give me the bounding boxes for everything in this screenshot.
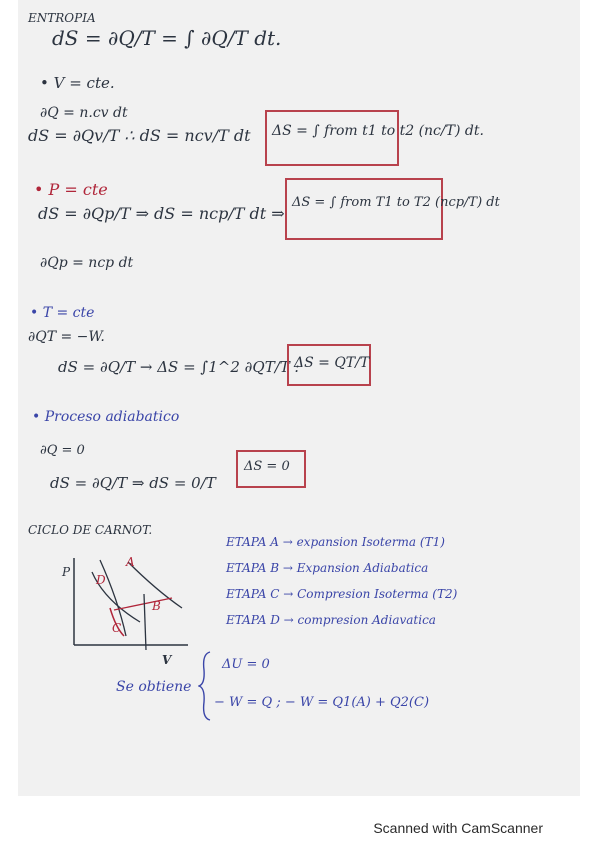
stage-a: ETAPA A → expansion Isoterma (T1): [226, 535, 445, 549]
entropy-constant-pressure: dS = ∂Qp/T ⇒ dS = ncp/T dt ⇒: [38, 204, 285, 223]
result-adiabatic: ΔS = 0: [244, 459, 290, 474]
entropy-constant-volume: dS = ∂Qv/T ∴ dS = ncv/T dt: [28, 126, 251, 145]
constant-volume-case: • V = cte.: [40, 74, 115, 92]
heat-constant-pressure: ∂Qp = ncp dt: [40, 255, 134, 271]
cycle-top-line: [114, 598, 172, 613]
point-b-label: B: [152, 599, 161, 613]
brace-icon: [198, 650, 212, 722]
heading-entropia: ENTROPIA: [28, 11, 96, 25]
result-constant-temperature: ΔS = QT/T: [294, 355, 370, 371]
stage-c: ETAPA C → Compresion Isoterma (T2): [226, 587, 458, 601]
se-obtiene: Se obtiene: [116, 679, 192, 695]
heat-constant-temperature: ∂QT = −W.: [28, 329, 105, 345]
axis-v-label: V: [162, 653, 172, 667]
axis-p-label: P: [62, 565, 71, 579]
stage-b: ETAPA B → Expansion Adiabatica: [226, 561, 429, 575]
heat-adiabatic: ∂Q = 0: [40, 443, 85, 458]
entropy-definition: dS = ∂Q/T = ∫ ∂Q/T dt.: [52, 26, 282, 50]
carnot-cycle-heading: CICLO DE CARNOT.: [28, 523, 153, 537]
internal-energy-equation: ΔU = 0: [222, 657, 270, 672]
point-a-label: A: [126, 555, 135, 569]
constant-temperature-case: • T = cte: [30, 305, 95, 321]
adiabatic-case: • Proceso adiabatico: [32, 409, 180, 425]
work-equation: − W = Q ; − W = Q1(A) + Q2(C): [214, 695, 430, 710]
entropy-adiabatic: dS = ∂Q/T ⇒ dS = 0/T: [50, 474, 216, 492]
camscanner-footer: Scanned with CamScanner: [373, 820, 543, 836]
result-constant-volume: ΔS = ∫ from t1 to t2 (nc/T) dt.: [272, 123, 484, 139]
heat-constant-volume: ∂Q = n.cv dt: [40, 105, 128, 121]
constant-pressure-case: • P = cte: [34, 180, 108, 199]
stage-d: ETAPA D → compresion Adiavatica: [226, 613, 436, 627]
result-constant-pressure: ΔS = ∫ from T1 to T2 (ncp/T) dt: [292, 195, 500, 210]
entropy-constant-temperature: dS = ∂Q/T → ΔS = ∫1^2 ∂QT/T :: [58, 358, 300, 376]
cycle-right-line: [144, 594, 146, 650]
point-d-label: D: [96, 573, 106, 587]
point-c-label: C: [112, 621, 122, 635]
